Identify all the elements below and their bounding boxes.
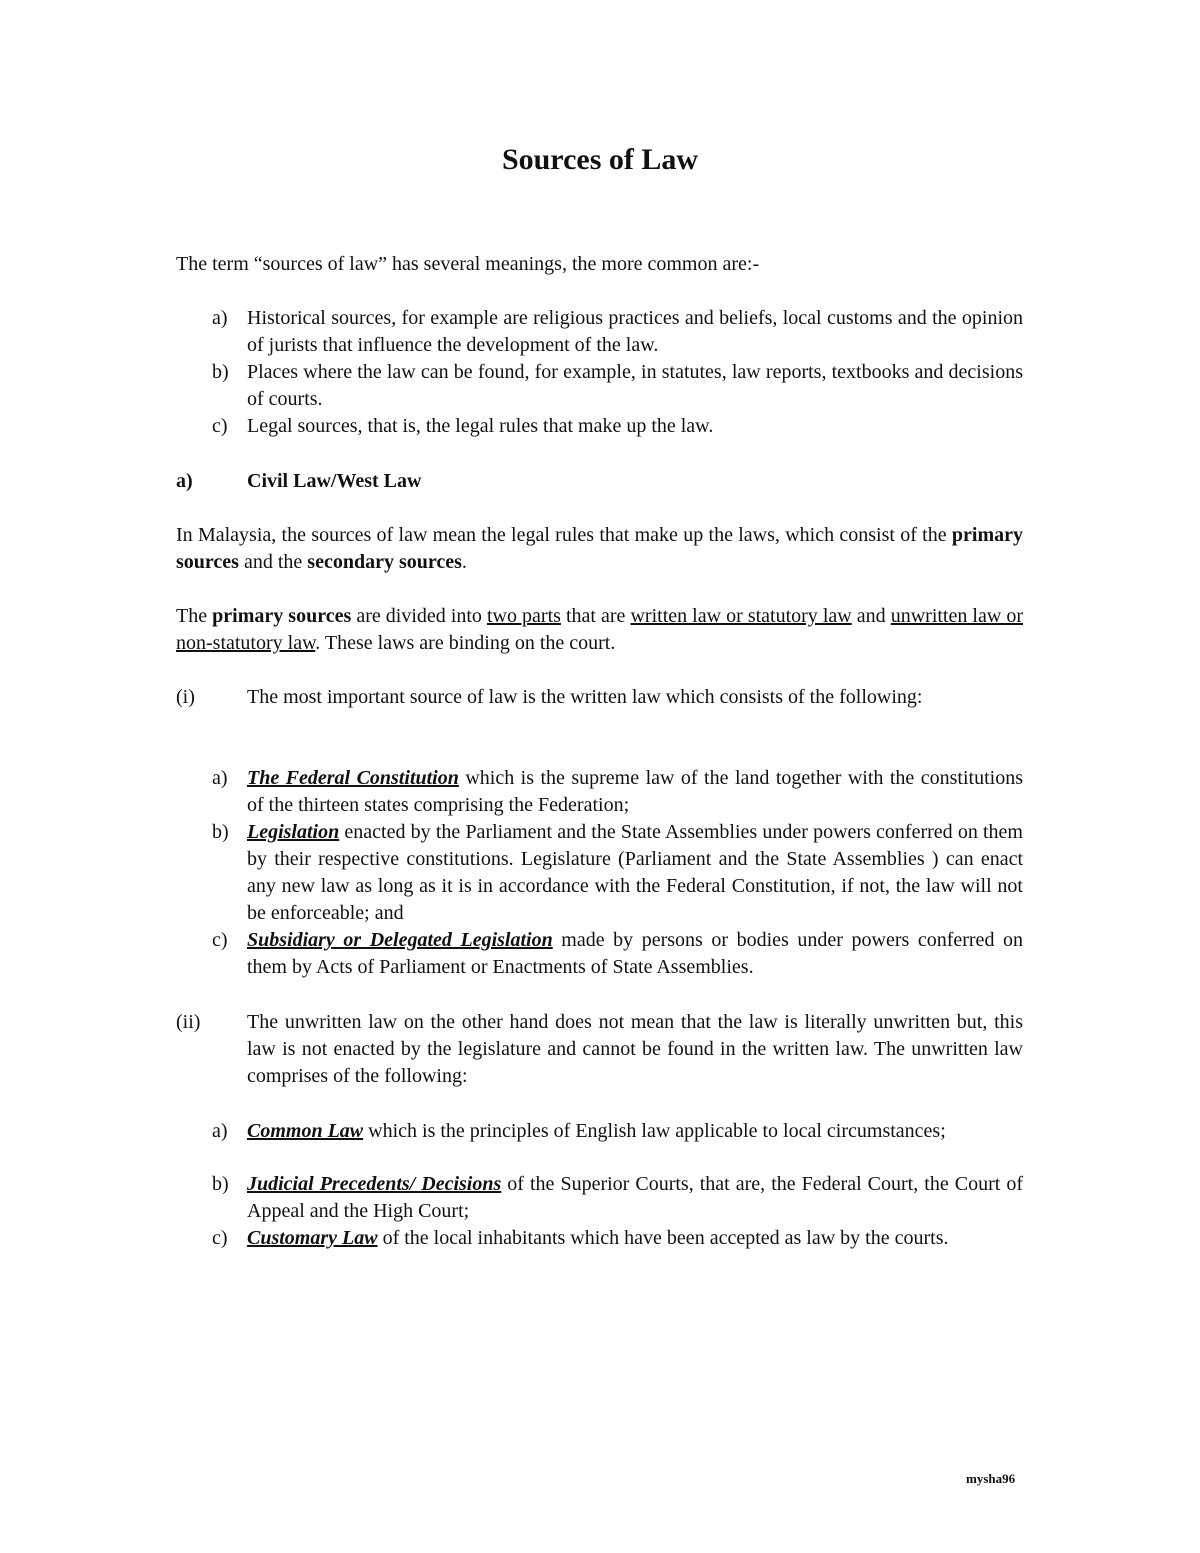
roman-label: (ii) bbox=[176, 1011, 201, 1033]
text-run: of the local inhabitants which have been accepted as law by the courts. bbox=[377, 1227, 949, 1249]
list-item-meaning-c bbox=[176, 413, 1023, 440]
list-text: Legal sources, that is, the legal rules that make up the law. bbox=[247, 415, 714, 437]
page-title: Sources of Law bbox=[501, 143, 699, 176]
section-label: a) bbox=[176, 470, 193, 492]
term-subsidiary-legislation: Subsidiary or Delegated Legislation bbox=[247, 929, 553, 951]
text-run: which is the principles of English law applicable to local circumstances; bbox=[363, 1120, 946, 1142]
term-legislation: Legislation bbox=[247, 821, 340, 843]
text-run: which is the supreme law of the land together with the constitutions of the thirteen states comprising the Federation; bbox=[247, 767, 1023, 816]
list-text: Places where the law can be found, for example, in statutes, law reports, textbooks and decisions of courts. bbox=[247, 361, 1023, 410]
text-run: of the Superior Courts, that are, the Federal Court, the Court of Appeal and the High Court; bbox=[247, 1173, 1023, 1222]
list-label: b) bbox=[212, 361, 229, 383]
list-label: c) bbox=[212, 415, 228, 437]
list-text: Historical sources, for example are religious practices and beliefs, local customs and the opinion of jurists that influence the development of the law. bbox=[247, 307, 1023, 356]
text-run: that are bbox=[560, 605, 631, 627]
roman-label: (i) bbox=[176, 686, 195, 708]
list-text bbox=[247, 819, 1023, 927]
list-label: c) bbox=[212, 929, 228, 951]
list-label: b) bbox=[212, 821, 229, 843]
text-run: In Malaysia, the sources of law mean the legal rules that make up the laws, which consist of the bbox=[176, 524, 952, 546]
list-label: a) bbox=[212, 1120, 228, 1142]
list-item-meaning-b bbox=[176, 359, 1023, 413]
list-label: a) bbox=[212, 767, 228, 789]
underlined-written-law: written law or statutory law bbox=[630, 605, 852, 627]
section-title: Civil Law/West Law bbox=[247, 470, 422, 492]
list-text bbox=[247, 927, 1023, 981]
text-run: and the bbox=[238, 551, 308, 573]
underlined-two-parts: two parts bbox=[486, 605, 561, 627]
term-federal-constitution: The Federal Constitution bbox=[247, 767, 459, 789]
term-judicial-precedents: Judicial Precedents/ Decisions bbox=[247, 1173, 502, 1195]
list-item-meaning-a bbox=[176, 305, 1023, 359]
bold-primary-sources: primary sources bbox=[212, 605, 352, 627]
footer-author: mysha96 bbox=[966, 1471, 1016, 1486]
list-text bbox=[247, 1225, 1023, 1252]
text-run: are divided into bbox=[351, 605, 487, 627]
text-run: . bbox=[461, 551, 467, 573]
text-run: . These laws are binding on the court. bbox=[315, 632, 616, 654]
text-run: enacted by the Parliament and the State Assemblies under powers conferred on them by their respective constitutions. Legislature (Parliament and the State Assemblies ) can enact any new law as long as it is in accordance with the Federal Constitution, if not, the law will not be enforceable; and bbox=[247, 821, 1023, 924]
list-label: a) bbox=[212, 307, 228, 329]
text-run: and bbox=[851, 605, 891, 627]
list-text bbox=[247, 765, 1023, 819]
list-label: c) bbox=[212, 1227, 228, 1249]
roman-text: The unwritten law on the other hand does not mean that the law is literally unwritten but, this law is not enacted by the legislature and cannot be found in the written law. The unwritten law comprises of the following: bbox=[247, 1011, 1023, 1087]
list-text bbox=[247, 1118, 1023, 1145]
intro-paragraph: The term “sources of law” has several meanings, the more common are:- bbox=[176, 253, 760, 275]
text-run: The bbox=[176, 605, 213, 627]
roman-text: The most important source of law is the written law which consists of the following: bbox=[247, 686, 923, 708]
term-common-law: Common Law bbox=[247, 1120, 364, 1142]
list-label: b) bbox=[212, 1173, 229, 1195]
list-text bbox=[247, 1171, 1023, 1225]
bold-secondary-sources: secondary sources bbox=[307, 551, 462, 573]
paragraph-sources-malaysia bbox=[176, 522, 1023, 576]
underlined-unwritten-law: unwritten law or non-statutory law bbox=[176, 605, 1024, 654]
bold-primary-sources: primary sources bbox=[176, 524, 1023, 573]
term-customary-law: Customary Law bbox=[247, 1227, 378, 1249]
paragraph-primary-sources bbox=[176, 603, 1023, 657]
text-run: made by persons or bodies under powers conferred on them by Acts of Parliament or Enactments of State Assemblies. bbox=[247, 929, 1024, 978]
